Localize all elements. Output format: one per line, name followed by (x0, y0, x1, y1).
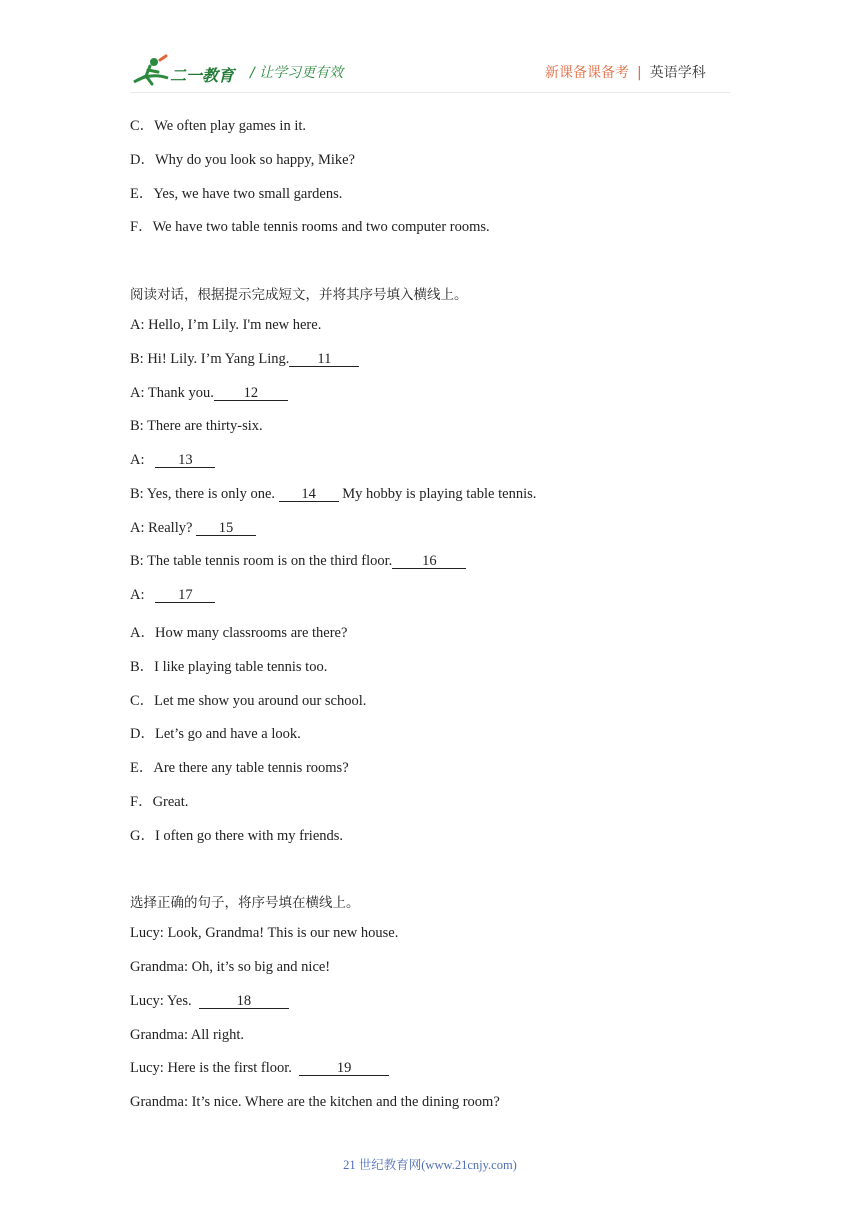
option-line: F．We have two table tennis rooms and two computer rooms. (130, 219, 490, 235)
answer-blank[interactable]: 14 (279, 487, 339, 502)
answer-blank[interactable]: 19 (299, 1061, 389, 1076)
dialogue-line: A: Hello, I’m Lily. I'm new here. (130, 317, 322, 333)
section-instruction: 选择正确的句子，将序号填在横线上。 (130, 895, 360, 911)
dialogue-line: Grandma: Oh, it’s so big and nice! (130, 959, 331, 975)
option-line: G．I often go there with my friends. (130, 828, 344, 844)
dialogue-line: Grandma: All right. (130, 1027, 244, 1043)
dialogue-text: My hobby is playing table tennis. (338, 486, 537, 502)
header-subject-label: 英语学科 (649, 65, 706, 81)
answer-blank[interactable]: 15 (196, 521, 256, 536)
answer-blank[interactable]: 18 (199, 994, 289, 1009)
option-line: F．Great. (130, 794, 189, 810)
dialogue-text: B: The table tennis room is on the third floor. (130, 553, 393, 569)
answer-blank[interactable]: 11 (289, 352, 359, 367)
dialogue-line (130, 1060, 389, 1077)
dialogue-line (130, 553, 466, 570)
dialogue-line (130, 351, 359, 368)
answer-blank[interactable]: 17 (155, 588, 215, 603)
dialogue-text: A: (130, 587, 149, 603)
dialogue-line (130, 486, 536, 503)
dialogue-text: A: Really? (130, 520, 197, 536)
dialogue-text: A: (130, 452, 149, 468)
header-slogan: / 让学习更有效 (250, 65, 344, 81)
dialogue-text: Lucy: Yes. (130, 993, 196, 1009)
logo-text: 二一教育 (170, 66, 235, 85)
dialogue-line: Grandma: It’s nice. Where are the kitchen and the dining room? (130, 1094, 500, 1110)
dialogue-line (130, 452, 215, 469)
option-line: D．Let’s go and have a look. (130, 726, 301, 742)
header-right (545, 62, 706, 82)
answer-blank[interactable]: 13 (155, 453, 215, 468)
header-separator: | (637, 65, 642, 81)
option-line: D．Why do you look so happy, Mike? (130, 152, 355, 168)
page-footer: 21 世纪教育网(www.21cnjy.com) (343, 1158, 517, 1172)
dialogue-text: B: Hi! Lily. I’m Yang Ling. (130, 351, 290, 367)
runner-logo-icon (130, 52, 250, 92)
dialogue-line: B: There are thirty-six. (130, 418, 263, 434)
header-divider (130, 92, 730, 93)
dialogue-text: Lucy: Here is the first floor. (130, 1060, 296, 1076)
option-line: C．Let me show you around our school. (130, 693, 367, 709)
option-line: E．Yes, we have two small gardens. (130, 186, 343, 202)
option-line: A．How many classrooms are there? (130, 625, 348, 641)
dialogue-line (130, 587, 215, 604)
dialogue-line (130, 993, 289, 1010)
dialogue-line (130, 520, 256, 537)
answer-blank[interactable]: 12 (214, 386, 288, 401)
dialogue-line: Lucy: Look, Grandma! This is our new house. (130, 925, 399, 941)
dialogue-line (130, 385, 288, 402)
dialogue-text: B: Yes, there is only one. (130, 486, 279, 502)
header-course-label: 新课备课备考 (545, 65, 629, 81)
option-line: E．Are there any table tennis rooms? (130, 760, 349, 776)
option-line: B．I like playing table tennis too. (130, 659, 328, 675)
option-line: C．We often play games in it. (130, 118, 307, 134)
dialogue-text: A: Thank you. (130, 385, 214, 401)
section-instruction: 阅读对话，根据提示完成短文，并将其序号填入横线上。 (130, 287, 468, 303)
answer-blank[interactable]: 16 (392, 554, 466, 569)
